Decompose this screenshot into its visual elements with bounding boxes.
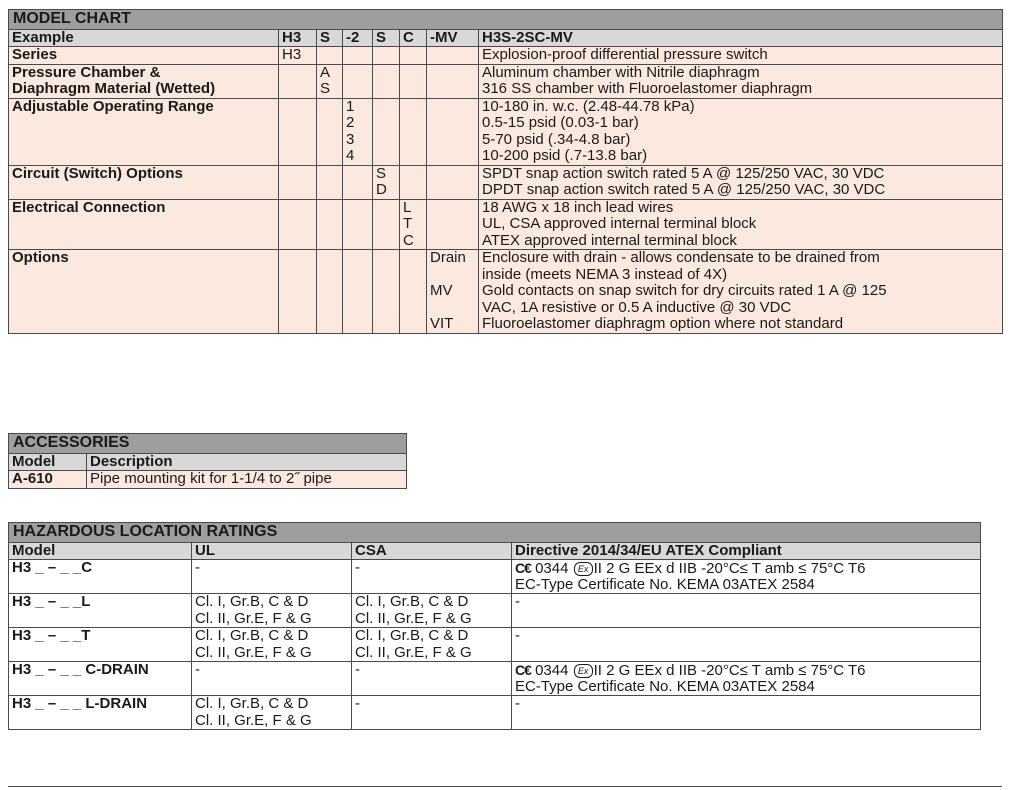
ex-hexagon-icon: Ex: [574, 562, 593, 576]
description-line: 10-180 in. w.c. (2.48-44.78 kPa): [482, 98, 695, 115]
atex-rating: [512, 628, 981, 662]
csa-rating-line: -: [355, 695, 360, 712]
hazardous-row: [9, 696, 981, 730]
description-line: 5-70 psid (.34-4.8 bar): [482, 130, 631, 148]
ul-rating-line: Cl. I, Gr.B, C & D: [195, 627, 309, 644]
description-line: Fluoroelastomer diaphragm option where not standard: [482, 315, 844, 332]
description-line: UL, CSA approved internal terminal block: [482, 215, 757, 232]
atex-marking-text: II 2 G EEx d IIB -20°C≤ T amb ≤ 75°C T6: [593, 662, 866, 679]
code-option: D: [376, 181, 387, 198]
accessories-title: ACCESSORIES: [9, 434, 407, 454]
description-line: Aluminum chamber with Nitrile diaphragm: [482, 64, 760, 81]
ul-rating-line: Cl. I, Gr.B, C & D: [195, 695, 309, 712]
row-label: [9, 47, 279, 65]
row-description: [479, 64, 1003, 98]
model-chart-title: MODEL CHART: [9, 10, 1003, 30]
code-cell: [427, 98, 479, 165]
code-cell: [373, 64, 400, 98]
ul-rating-line: -: [195, 661, 200, 678]
code-cell: [279, 64, 317, 98]
row-description: [479, 250, 1003, 334]
row-label: [9, 250, 279, 334]
hazardous-model: [9, 560, 192, 594]
description-line: 0.5-15 psid (0.03-1 bar): [482, 114, 639, 131]
row-label-line: Pressure Chamber &: [12, 64, 161, 81]
ul-rating-line: Cl. I, Gr.B, C & D: [195, 593, 309, 610]
row-description: [479, 199, 1003, 250]
code-cell: [317, 165, 343, 199]
example-code: H3: [279, 29, 317, 47]
hazardous-row: [9, 594, 981, 628]
hazardous-header-model: Model: [9, 542, 192, 560]
hazardous-row: [9, 662, 981, 696]
accessories-header-model: Model: [9, 453, 87, 471]
code-cell: [400, 98, 427, 165]
code-cell: [343, 64, 373, 98]
ce-mark-icon: C€: [515, 662, 531, 678]
code-cell: [373, 165, 400, 199]
code-cell: [427, 199, 479, 250]
ce-mark-icon: C€: [515, 560, 531, 576]
model-chart-row: [9, 47, 1003, 65]
description-line: 316 SS chamber with Fluoroelastomer diaphragm: [482, 80, 813, 97]
row-description: [479, 165, 1003, 199]
code-option: 2: [346, 114, 355, 131]
row-label-line: Adjustable Operating Range: [12, 98, 214, 115]
code-cell: [427, 47, 479, 65]
atex-marking-line: [515, 560, 977, 577]
model-chart-row: [9, 64, 1003, 98]
hazardous-ratings-table: [8, 522, 981, 730]
atex-marking-line: [515, 662, 977, 679]
example-code: -2: [343, 29, 373, 47]
bottom-divider: [8, 786, 1002, 787]
code-option: [430, 267, 475, 284]
atex-rating: [512, 662, 981, 696]
hazardous-model-text: H3 _ – _ _ L-DRAIN: [12, 695, 148, 712]
example-code: -MV: [427, 29, 479, 47]
ul-rating-line: -: [195, 559, 200, 576]
code-cell: [343, 98, 373, 165]
hazardous-model-text: H3 _ – _ _ C-DRAIN: [12, 661, 149, 678]
csa-rating: [352, 628, 512, 662]
hazardous-row: [9, 560, 981, 594]
code-cell: [279, 47, 317, 65]
ul-rating: [192, 662, 352, 696]
ul-rating-line: Cl. II, Gr.E, F & G: [195, 643, 312, 661]
atex-marking-text: II 2 G EEx d IIB -20°C≤ T amb ≤ 75°C T6: [593, 560, 866, 577]
description-line: VAC, 1A resistive or 0.5 A inductive @ 30 VDC: [482, 298, 792, 316]
hazardous-model-text: H3 _ – _ _T: [12, 627, 91, 644]
code-option: VIT: [430, 315, 454, 332]
row-label-line: Circuit (Switch) Options: [12, 165, 183, 182]
code-cell: [400, 47, 427, 65]
row-label-line: Electrical Connection: [12, 199, 166, 216]
row-description: [479, 47, 1003, 65]
csa-rating: [352, 696, 512, 730]
atex-rating: [512, 696, 981, 730]
code-cell: [317, 250, 343, 334]
code-option: T: [403, 215, 413, 232]
model-chart-table: [8, 9, 1003, 334]
code-cell: [343, 199, 373, 250]
code-cell: [400, 64, 427, 98]
ul-rating: [192, 594, 352, 628]
hazardous-title: HAZARDOUS LOCATION RATINGS: [9, 523, 981, 543]
accessory-description: Pipe mounting kit for 1-1/4 to 2˝ pipe: [87, 471, 407, 489]
code-option: 4: [346, 147, 355, 164]
code-cell: [427, 165, 479, 199]
code-cell: [279, 165, 317, 199]
atex-rating: [512, 560, 981, 594]
code-cell: [373, 47, 400, 65]
code-cell: [317, 199, 343, 250]
code-option: MV: [430, 282, 453, 299]
model-chart-row: [9, 98, 1003, 165]
atex-rating: [512, 594, 981, 628]
code-cell: [279, 250, 317, 334]
code-cell: [317, 64, 343, 98]
code-cell: [317, 47, 343, 65]
atex-notified-body: 0344: [535, 662, 569, 679]
accessories-table: [8, 433, 407, 489]
description-line: SPDT snap action switch rated 5 A @ 125/250 VAC, 30 VDC: [482, 165, 885, 182]
hazardous-model-text: H3 _ – _ _C: [12, 559, 93, 576]
ul-rating-line: Cl. II, Gr.E, F & G: [195, 711, 312, 729]
csa-rating-line: -: [355, 559, 360, 576]
code-cell: [400, 199, 427, 250]
accessories-header-description: Description: [87, 453, 407, 471]
hazardous-model: [9, 628, 192, 662]
code-option: H3: [282, 46, 302, 63]
row-label: [9, 98, 279, 165]
code-cell: [373, 98, 400, 165]
hazardous-header-ul: UL: [192, 542, 352, 560]
row-label-line: Diaphragm Material (Wetted): [12, 80, 216, 97]
code-cell: [279, 98, 317, 165]
ul-rating-line: Cl. II, Gr.E, F & G: [195, 609, 312, 627]
example-result: H3S-2SC-MV: [479, 29, 1003, 47]
csa-rating-line: Cl. I, Gr.B, C & D: [355, 627, 469, 644]
csa-rating-line: -: [355, 661, 360, 678]
code-cell: [400, 165, 427, 199]
example-code: S: [373, 29, 400, 47]
hazardous-model: [9, 594, 192, 628]
csa-rating-line: Cl. II, Gr.E, F & G: [355, 609, 472, 627]
code-option: L: [403, 199, 412, 216]
csa-rating-line: Cl. II, Gr.E, F & G: [355, 643, 472, 661]
code-cell: [373, 199, 400, 250]
hazardous-model: [9, 662, 192, 696]
csa-rating: [352, 560, 512, 594]
example-code: C: [400, 29, 427, 47]
code-cell: [427, 64, 479, 98]
code-cell: [343, 250, 373, 334]
hazardous-header-csa: CSA: [352, 542, 512, 560]
atex-certificate: EC-Type Certificate No. KEMA 03ATEX 2584: [515, 677, 815, 695]
code-option: Drain: [430, 249, 466, 266]
description-line: Enclosure with drain - allows condensate to be drained from: [482, 249, 880, 266]
ex-hexagon-icon: Ex: [574, 664, 593, 678]
ul-rating: [192, 560, 352, 594]
row-label: [9, 64, 279, 98]
description-line: inside (meets NEMA 3 instead of 4X): [482, 265, 728, 283]
code-cell: [400, 250, 427, 334]
accessory-row: [9, 471, 407, 489]
ul-rating: [192, 628, 352, 662]
atex-none: -: [515, 627, 520, 644]
description-line: 10-200 psid (.7-13.8 bar): [482, 147, 648, 164]
model-chart-row: [9, 250, 1003, 334]
row-label: [9, 199, 279, 250]
description-line: 18 AWG x 18 inch lead wires: [482, 199, 674, 216]
row-label-line: Options: [12, 249, 69, 266]
code-cell: [373, 250, 400, 334]
code-cell: [343, 165, 373, 199]
example-label: Example: [9, 29, 279, 47]
code-option: C: [403, 231, 414, 249]
atex-certificate: EC-Type Certificate No. KEMA 03ATEX 2584: [515, 575, 815, 593]
atex-none: -: [515, 593, 520, 610]
code-option: A: [320, 64, 331, 81]
code-cell: [317, 98, 343, 165]
ul-rating: [192, 696, 352, 730]
description-line: ATEX approved internal terminal block: [482, 231, 737, 249]
code-option: 1: [346, 98, 355, 115]
model-chart-row: [9, 199, 1003, 250]
code-option: S: [320, 80, 331, 97]
hazardous-row: [9, 628, 981, 662]
csa-rating: [352, 662, 512, 696]
code-option: 3: [346, 130, 355, 148]
atex-notified-body: 0344: [535, 560, 569, 577]
row-label-line: Series: [12, 46, 58, 63]
code-cell: [343, 47, 373, 65]
code-option: S: [376, 165, 387, 182]
code-cell: [427, 250, 479, 334]
description-line: DPDT snap action switch rated 5 A @ 125/250 VAC, 30 VDC: [482, 181, 886, 198]
model-chart-row: [9, 165, 1003, 199]
row-description: [479, 98, 1003, 165]
row-label: [9, 165, 279, 199]
hazardous-header-atex: Directive 2014/34/EU ATEX Compliant: [512, 542, 981, 560]
code-option: [430, 300, 475, 317]
csa-rating: [352, 594, 512, 628]
code-cell: [279, 199, 317, 250]
csa-rating-line: Cl. I, Gr.B, C & D: [355, 593, 469, 610]
hazardous-model: [9, 696, 192, 730]
example-code: S: [317, 29, 343, 47]
atex-none: -: [515, 695, 520, 712]
accessory-model: A-610: [9, 471, 87, 489]
hazardous-model-text: H3 _ – _ _L: [12, 593, 91, 610]
description-line: Explosion-proof differential pressure switch: [482, 46, 768, 63]
description-line: Gold contacts on snap switch for dry circuits rated 1 A @ 125: [482, 282, 887, 299]
